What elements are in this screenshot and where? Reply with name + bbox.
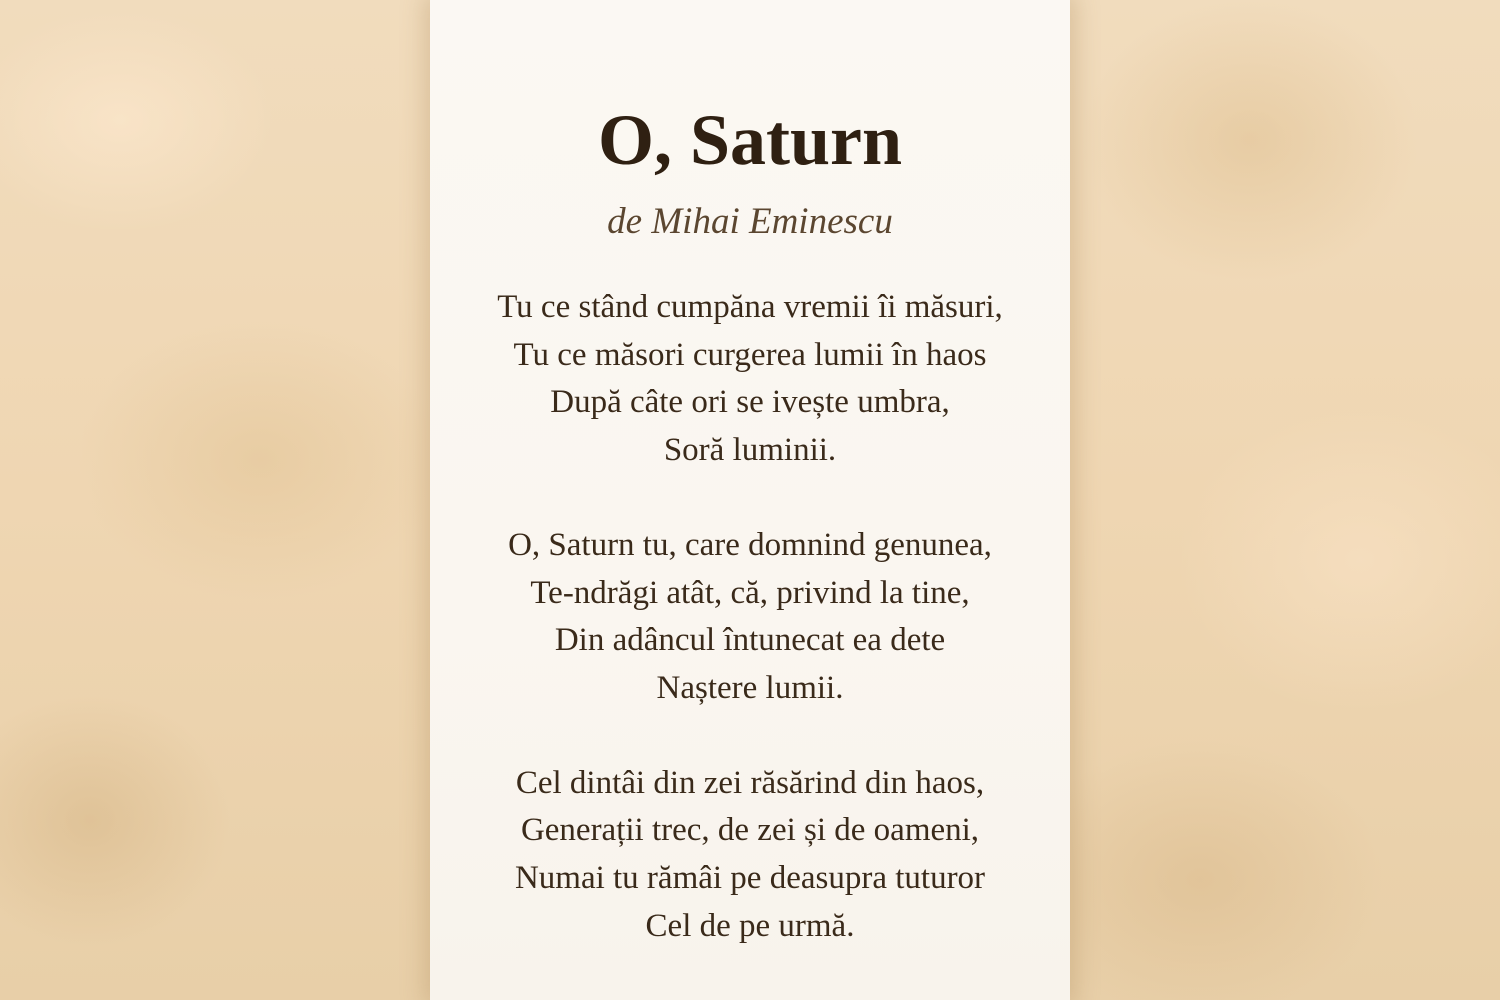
poem-line: Numai tu rămâi pe deasupra tuturor bbox=[514, 860, 986, 897]
poem-line: Tu ce stând cumpăna vremii îi măsuri, bbox=[497, 289, 1003, 325]
stanza bbox=[430, 760, 1070, 951]
poem-line: După câte ori se ivește umbra, bbox=[550, 384, 950, 421]
poem-title: O, Saturn bbox=[597, 100, 903, 180]
stanza bbox=[430, 284, 1070, 475]
poem-line: Tu ce măsori curgerea lumii în haos bbox=[513, 336, 987, 373]
poem-author: de Mihai Eminescu bbox=[607, 201, 893, 242]
poem-line: Generații trec, de zei și de oameni, bbox=[520, 812, 980, 849]
poem-line: Cel de pe urmă. bbox=[645, 907, 855, 944]
poem-line: Soră luminii. bbox=[663, 432, 837, 469]
poem-line: Cel dintâi din zei răsărind din haos, bbox=[515, 764, 985, 801]
poem-line: O, Saturn tu, care domnind genunea, bbox=[508, 526, 992, 563]
poem-line: Din adâncul întunecat ea dete bbox=[554, 622, 946, 659]
poem-line: Naștere lumii. bbox=[656, 669, 844, 706]
poem-body bbox=[430, 284, 1070, 950]
stanza bbox=[430, 522, 1070, 713]
poem-line: Te-ndrăgi atât, că, privind la tine, bbox=[530, 574, 970, 611]
poem-page bbox=[430, 0, 1070, 1000]
